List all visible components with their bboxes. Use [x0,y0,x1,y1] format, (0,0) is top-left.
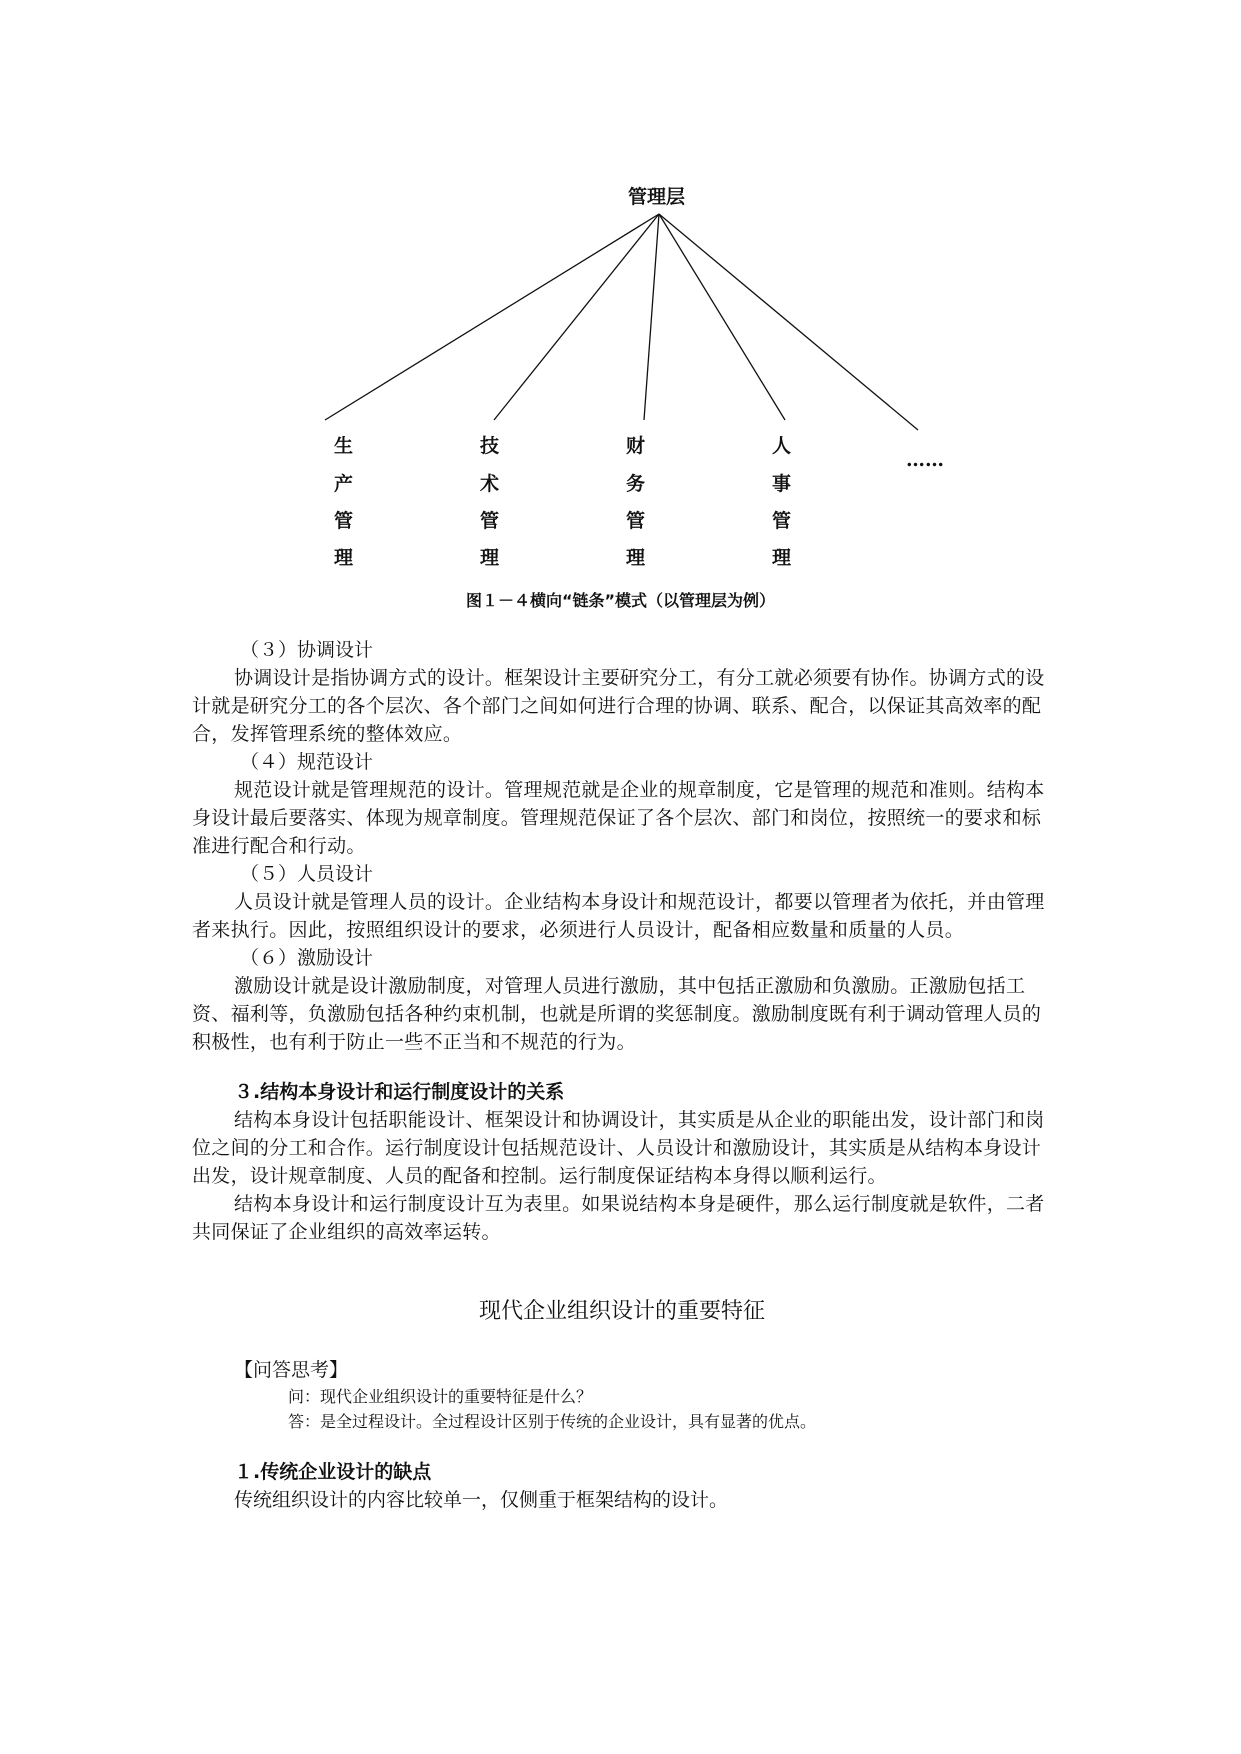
paragraph: 规范设计就是管理规范的设计。管理规范就是企业的规章制度，它是管理的规范和准则。结构本身设计最后要落实、体现为规章制度。管理规范保证了各个层次、部门和岗位，按照统一的要求和标准进行配合和行动。 [192,779,1045,857]
child-char: 管 [772,510,792,532]
child-char: 理 [334,547,354,569]
paragraph: 协调设计是指协调方式的设计。框架设计主要研究分工，有分工就必须要有协作。协调方式的设计就是研究分工的各个层次、各个部门之间如何进行合理的协调、联系、配合，以保证其高效率的配合，发挥管理系统的整体效应。 [192,667,1045,745]
child-char: 产 [334,473,354,495]
child-char: 管 [480,510,500,532]
child-char: 生 [334,435,354,457]
child-char: 务 [626,473,646,495]
section-heading: （６）激励设计 [240,947,374,969]
child-char: 术 [480,473,500,495]
qa-answer: 答：是全过程设计。全过程设计区别于传统的企业设计，具有显著的优点。 [288,1412,817,1431]
paragraph: 结构本身设计包括职能设计、框架设计和协调设计，其实质是从企业的职能出发，设计部门和岗位之间的分工和合作。运行制度设计包括规范设计、人员设计和激励设计，其实质是从结构本身设计出发，设计规章制度、人员的配备和控制。运行制度保证结构本身得以顺利运行。 [192,1109,1045,1187]
connector-lines [325,214,918,430]
section-heading: （４）规范设计 [240,751,374,773]
paragraph: 人员设计就是管理人员的设计。企业结构本身设计和规范设计，都要以管理者为依托，并由管理者来执行。因此，按照组织设计的要求，必须进行人员设计，配备相应数量和质量的人员。 [192,891,1045,941]
chapter-title: 现代企业组织设计的重要特征 [478,1299,765,1324]
child-technology-management [479,434,500,569]
child-personnel-management [772,435,792,569]
child-char: 人 [772,435,792,457]
paragraph: 传统组织设计的内容比较单一，仅侧重于框架结构的设计。 [234,1489,729,1511]
child-char: 理 [480,547,500,569]
org-chain-diagram [0,0,1241,580]
root-node-label: 管理层 [628,186,686,208]
child-char: 事 [772,473,792,495]
paragraph: 结构本身设计和运行制度设计互为表里。如果说结构本身是硬件，那么运行制度就是软件，二者共同保证了企业组织的高效率运转。 [192,1193,1045,1243]
document-body [192,636,1052,1514]
bold-heading: ３.结构本身设计和运行制度设计的关系 [234,1081,565,1103]
child-char: 财 [626,435,646,457]
section-heading: （５）人员设计 [240,863,374,885]
child-char: 管 [334,510,354,532]
ellipsis-node: …… [906,449,944,471]
child-char: 技 [480,435,500,457]
child-finance-management [626,434,646,569]
child-production-management [334,434,354,569]
child-char: 理 [626,547,646,569]
figure-caption: 图１－４横向“链条”模式（以管理层为例） [465,591,776,610]
qa-heading: 【问答思考】 [234,1359,349,1381]
child-char: 管 [626,510,646,532]
section-heading: （３）协调设计 [240,639,374,661]
child-char: 理 [772,547,792,569]
qa-question: 问：现代企业组织设计的重要特征是什么？ [288,1387,593,1406]
paragraph: 激励设计就是设计激励制度，对管理人员进行激励，其中包括正激励和负激励。正激励包括工资、福利等，负激励包括各种约束机制，也就是所谓的奖惩制度。激励制度既有利于调动管理人员的积极性，也有利于防止一些不正当和不规范的行为。 [192,975,1042,1053]
bold-heading: １.传统企业设计的缺点 [234,1461,432,1483]
